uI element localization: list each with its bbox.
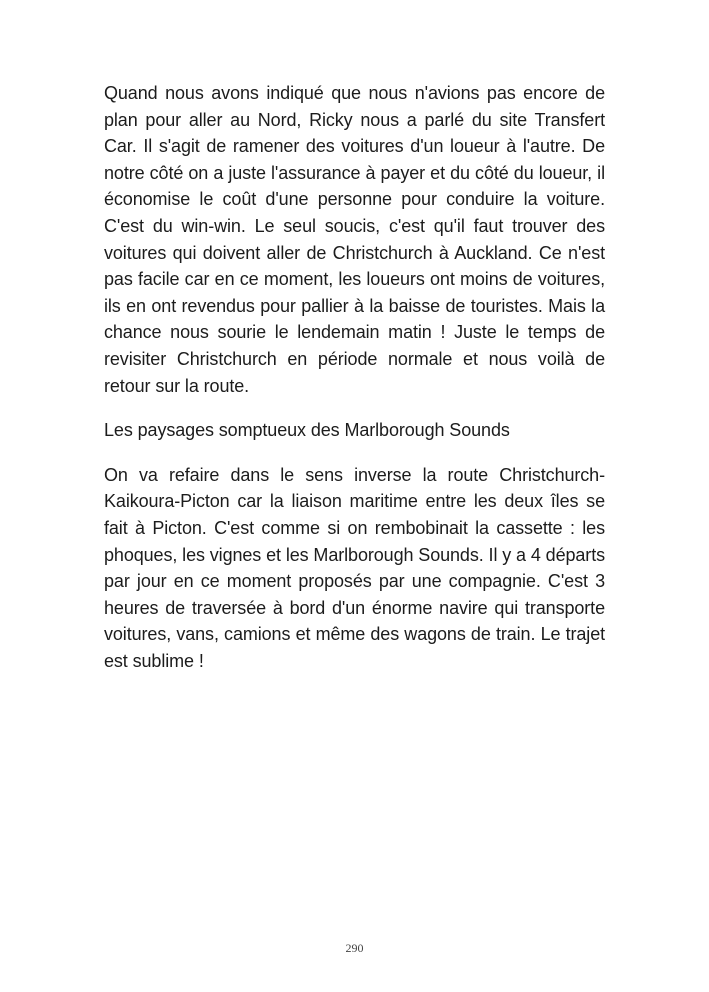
paragraph-transfert-car: Quand nous avons indiqué que nous n'avions pas encore de plan pour aller au Nord, Ricky nous a parlé du site Transfert Car. Il s'agit de ramener des voitures d'un loueur à l'autre. De notre côté on a juste l'assurance à payer et du côté du loueur, il économise le coût d'une personne pour conduire la voiture. C'est du win-win. Le seul soucis, c'est qu'il faut trouver des voitures qui doivent aller de Christchurch à Auckland. Ce n'est pas facile car en ce moment, les loueurs ont moins de voitures, ils en ont revendus pour pallier à la baisse de touristes. Mais la chance nous sourie le lendemain matin ! Juste le temps de revisiter Christchurch en période normale et nous voilà de retour sur la route. — [104, 83, 605, 396]
section-heading: Les paysages somptueux des Marlborough Sounds — [104, 420, 510, 441]
page-number: 290 — [345, 941, 364, 955]
body-text — [104, 80, 605, 692]
paragraph-picton-crossing: On va refaire dans le sens inverse la route Christchurch-Kaikoura-Picton car la liaison maritime entre les deux îles se fait à Picton. C'est comme si on rembobinait la cassette : les phoques, les vignes et les Marlborough Sounds. Il y a 4 départs par jour en ce moment proposés par une compagnie. C'est 3 heures de traversée à bord d'un énorme navire qui transporte voitures, vans, camions et même des wagons de train. Le trajet est sublime ! — [104, 464, 606, 671]
